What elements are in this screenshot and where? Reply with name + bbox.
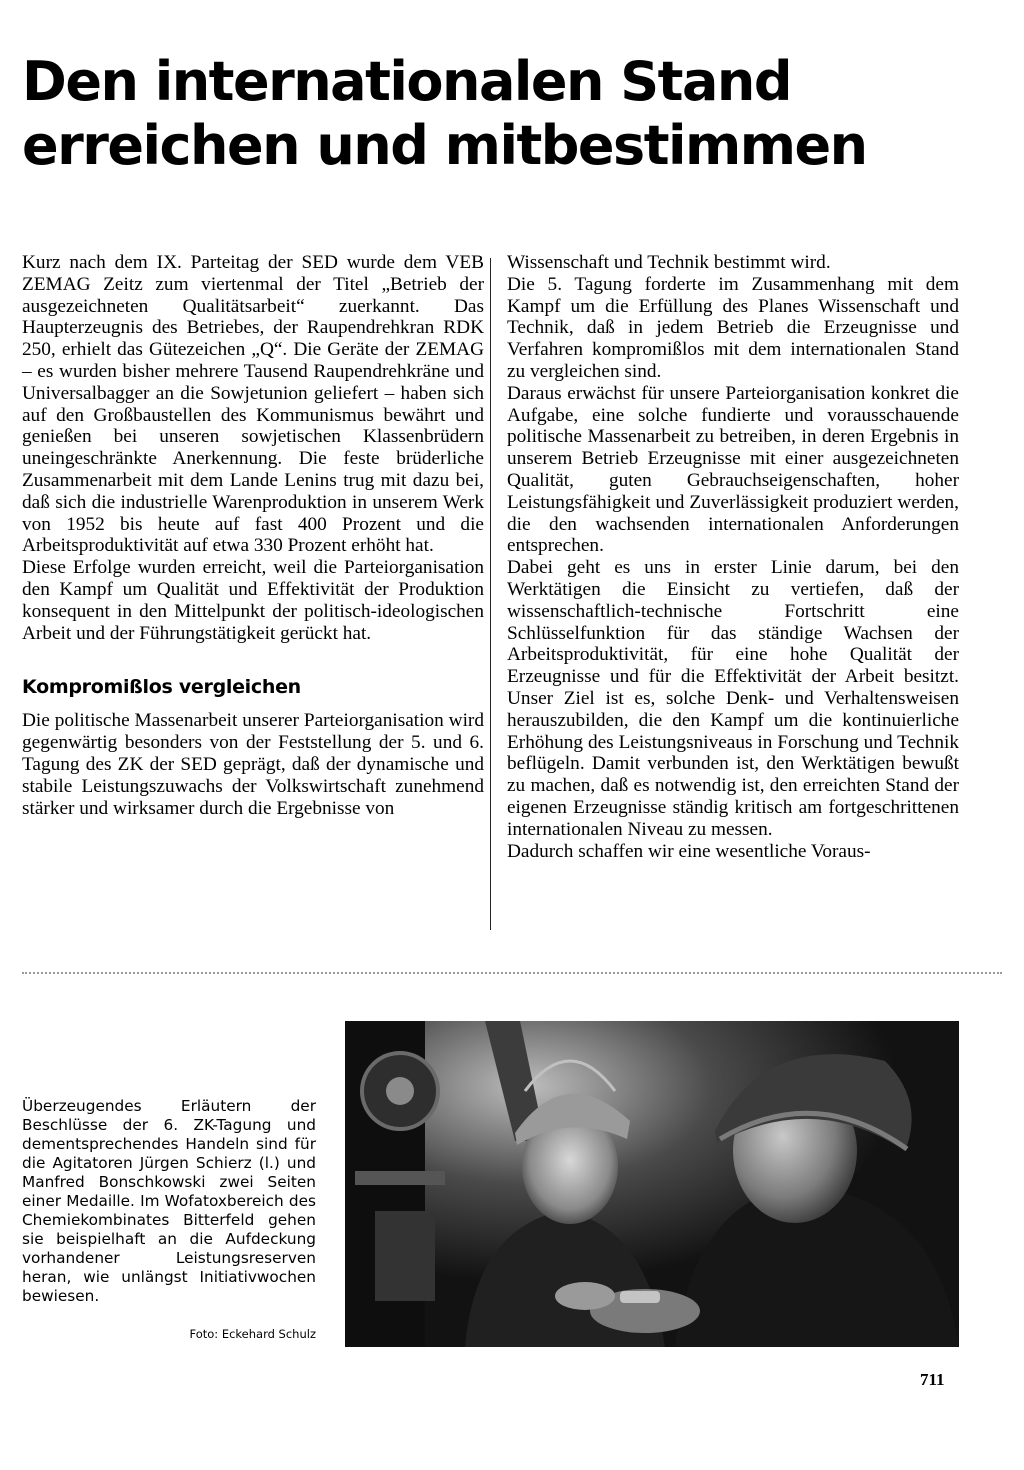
paragraph: Diese Erfolge wurden erreicht, weil die Parteiorganisation den Kampf um Qualität und Effektivität der Produktion konsequent in den Mittelpunkt der politisch-ideologischen Arbeit und der Führungstätigkeit gerückt hat. <box>22 557 484 644</box>
photo-illustration <box>345 1021 959 1347</box>
paragraph: Dabei geht es uns in erster Linie darum, bei den Werktätigen die Einsicht zu vertiefen, daß der wissenschaftlich-technische Fortschritt eine Schlüsselfunktion für das ständige Wachsen der Arbeitsproduktivität, für eine hohe Qualität der Erzeugnisse und für die Effektivität der Arbeit besitzt. Unser Ziel ist es, solche Denk- und Verhaltensweisen herauszubilden, die den Kampf um die kontinuierliche Erhöhung des Leistungsniveaus in Forschung und Technik beflügeln. Damit verbunden ist, den Werktätigen bewußt zu machen, daß es notwendig ist, den erreichten Stand der eigenen Erzeugnisse ständig kritisch am fortgeschrittenen internationalen Niveau zu messen. <box>507 557 959 840</box>
article-title <box>22 50 1002 178</box>
article-title-line-1: Den internationalen Stand <box>22 50 792 113</box>
photo-caption-text: Überzeugendes Erläutern der Beschlüsse der 6. ZK-Tagung und dementsprechendes Handeln sind für die Agitatoren Jürgen Schierz (l.) und Manfred Bonschkowski zwei Seiten einer Medaille. Im Wofatoxbereich des Chemiekombinates Bitterfeld gehen sie beispielhaft an die Aufdeckung vorhandener Leistungsreserven heran, wie unlängst Initiativwochen bewiesen. <box>22 1097 316 1305</box>
photo-caption <box>22 1097 316 1306</box>
paragraph: Dadurch schaffen wir eine wesentliche Voraus- <box>507 840 871 862</box>
photo-credit: Foto: Eckehard Schulz <box>189 1327 316 1341</box>
section-subheading: Kompromißlos vergleichen <box>22 676 301 699</box>
left-column <box>22 252 484 819</box>
paragraph: Wissenschaft und Technik bestimmt wird. <box>507 252 831 273</box>
column-divider <box>490 258 491 930</box>
paragraph: Kurz nach dem IX. Parteitag der SED wurde dem VEB ZEMAG Zeitz zum viertenmal der Titel „Betrieb der ausgezeichneten Qualitätsarbeit“ zuerkannt. Das Haupterzeugnis des Betriebes, der Raupendrehkran RDK 250, erhielt das Gütezeichen „Q“. Die Geräte der ZEMAG – es wurden bisher mehrere Tausend Raupendrehkräne und Universalbagger an die Sowjetunion geliefert – haben sich auf den Großbaustellen des Kommunismus bewährt und genießen bei unseren sowjetischen Klassenbrüdern uneingeschränkte Anerkennung. Die feste brüderliche Zusammenarbeit mit dem Lande Lenins trug mit dazu bei, daß sich die industrielle Warenproduktion in unserem Werk von 1952 bis heute auf fast 400 Prozent und die Arbeitsproduktivität auf etwa 330 Prozent erhöht hat. <box>22 252 484 557</box>
paragraph: Die politische Massenarbeit unserer Parteiorganisation wird gegenwärtig besonders von der Feststellung der 5. und 6. Tagung des ZK der SED geprägt, daß der dynamische und stabile Leistungszuwachs der Volkswirtschaft zunehmend stärker und wirksamer durch die Ergebnisse von <box>22 710 484 819</box>
paragraph: Daraus erwächst für unsere Parteiorganisation konkret die Aufgabe, eine solche fundierte und vorausschauende politische Massenarbeit zu betreiben, in deren Ergebnis in unserem Betrieb Erzeugnisse mit einer ausgezeichneten Qualität, guten Gebrauchseigenschaften, hoher Leistungsfähigkeit und Zuverlässigkeit produziert werden, die den wachsenden internationalen Anforderungen entsprechen. <box>507 382 959 557</box>
right-column <box>507 252 959 862</box>
section-rule <box>22 972 1002 974</box>
paragraph: Die 5. Tagung forderte im Zusammenhang mit dem Kampf um die Erfüllung des Planes Wissenschaft und Technik, daß in jedem Betrieb die Erzeugnisse und Verfahren kompromißlos mit dem internationalen Stand zu vergleichen sind. <box>507 273 959 382</box>
photo-workers <box>345 1021 959 1347</box>
article-title-line-2: erreichen und mitbestimmen <box>22 114 867 177</box>
page-number: 711 <box>920 1370 945 1389</box>
